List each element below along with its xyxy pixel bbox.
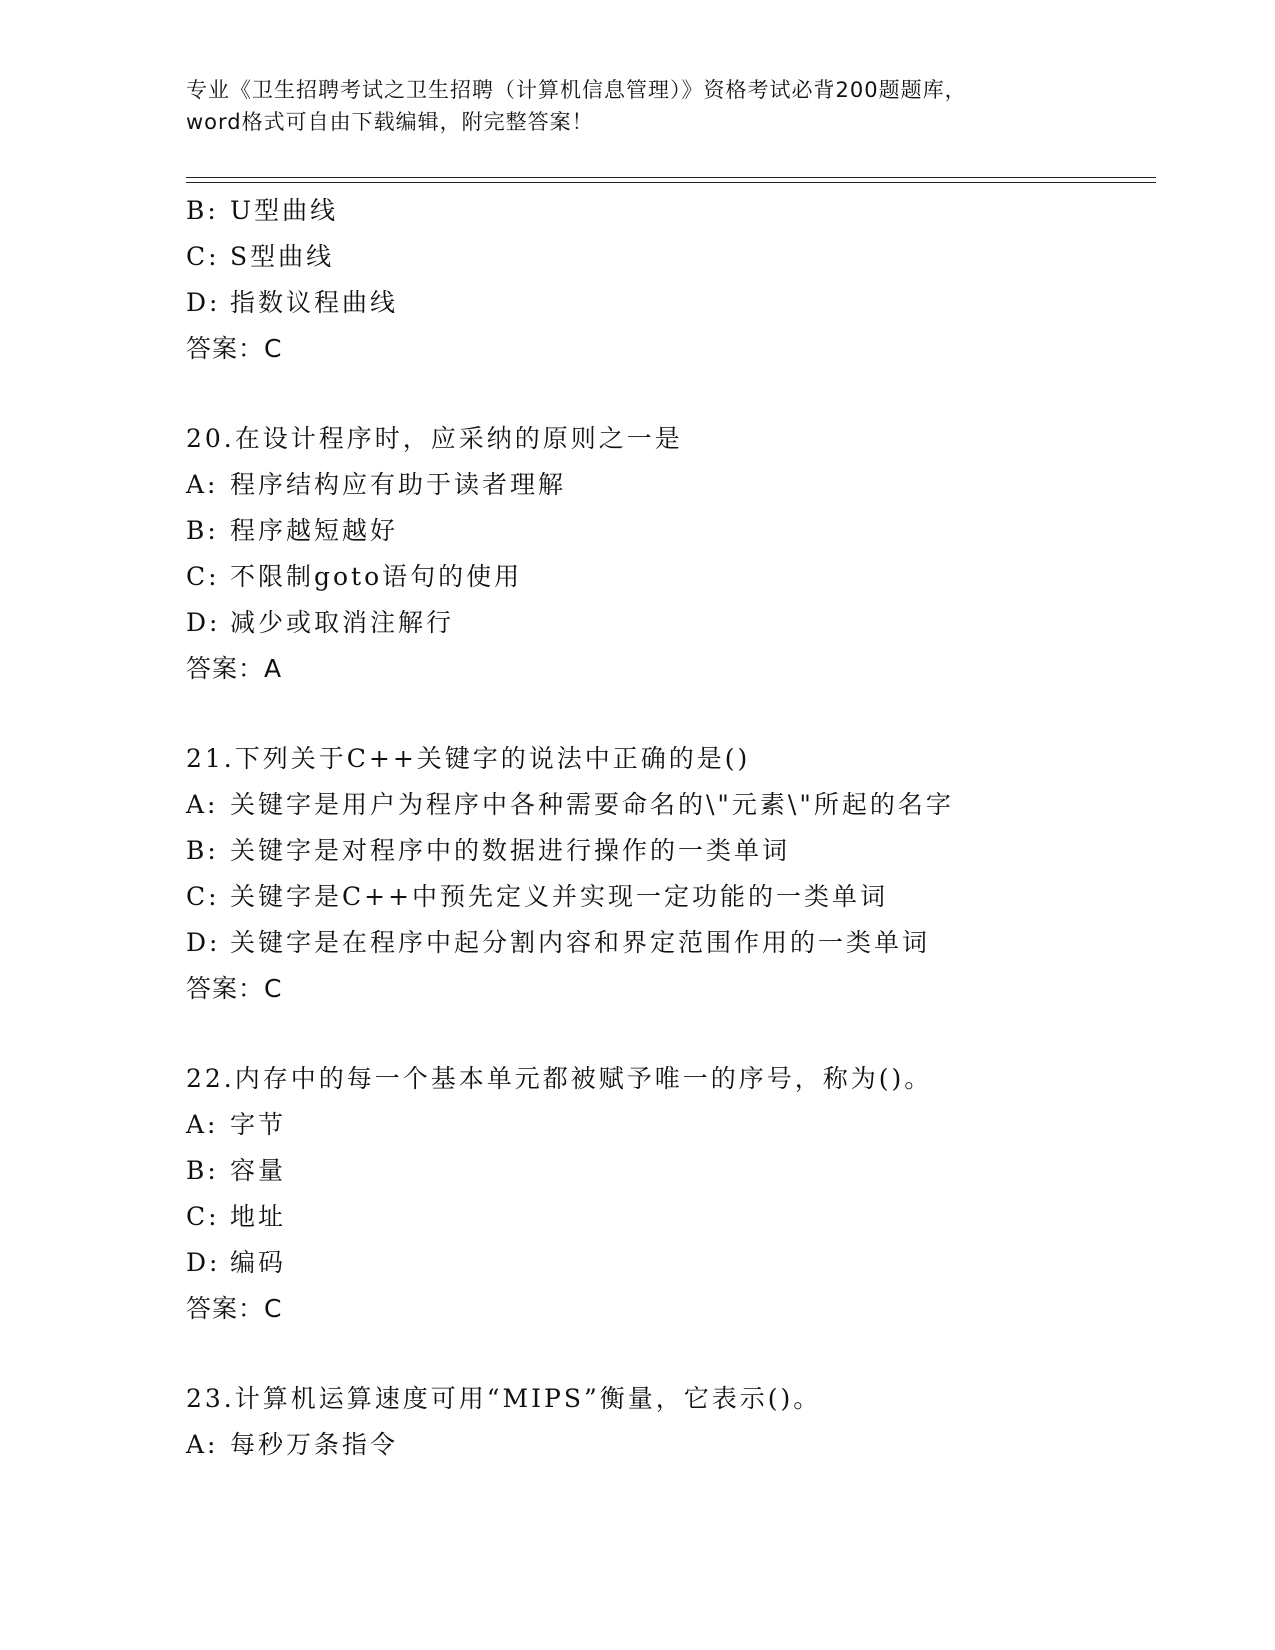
option-letter: C: [186, 882, 220, 911]
question-22 [186, 1056, 1166, 1332]
option-text: 每秒万条指令 [230, 1430, 399, 1459]
answer-line: 答案：C [186, 334, 283, 363]
question-21 [186, 736, 1166, 1012]
header-divider-bottom [186, 182, 1156, 183]
option-letter: B: [186, 196, 219, 225]
option-letter: D: [186, 288, 221, 317]
option-c [186, 874, 1166, 920]
option-text: 指数议程曲线 [230, 288, 399, 317]
option-b [186, 188, 1166, 234]
option-text: 减少或取消注解行 [230, 608, 455, 637]
question-stem: 23.计算机运算速度可用“MIPS”衡量，它表示()。 [186, 1384, 822, 1413]
option-text: 容量 [230, 1156, 287, 1185]
option-letter: B: [186, 836, 219, 865]
header-divider-top [186, 177, 1156, 178]
spacer [186, 1012, 1166, 1056]
option-text: 编码 [230, 1248, 287, 1277]
option-a [186, 462, 1166, 508]
header-line-1: 专业《卫生招聘考试之卫生招聘（计算机信息管理）》资格考试必背200题题库， [186, 78, 967, 102]
option-text: S型曲线 [230, 242, 335, 271]
option-a [186, 1102, 1166, 1148]
option-text: 关键字是C++中预先定义并实现一定功能的一类单词 [230, 882, 889, 911]
option-d [186, 600, 1166, 646]
spacer [186, 1332, 1166, 1376]
option-a [186, 782, 1166, 828]
answer-line: 答案：A [186, 654, 283, 683]
option-letter: B: [186, 1156, 219, 1185]
option-text: 字节 [230, 1110, 287, 1139]
option-d [186, 280, 1166, 326]
question-20 [186, 416, 1166, 692]
header-line-2: word格式可自由下载编辑，附完整答案！ [186, 110, 594, 134]
question-stem: 20.在设计程序时，应采纳的原则之一是 [186, 424, 683, 453]
option-c [186, 234, 1166, 280]
option-c [186, 1194, 1166, 1240]
option-letter: D: [186, 608, 221, 637]
question-fragment [186, 188, 1166, 372]
option-letter: C: [186, 1202, 220, 1231]
option-letter: D: [186, 1248, 221, 1277]
option-text: U型曲线 [230, 196, 339, 225]
spacer [186, 692, 1166, 736]
option-letter: D: [186, 928, 221, 957]
option-text: 关键字是对程序中的数据进行操作的一类单词 [230, 836, 791, 865]
option-b [186, 828, 1166, 874]
answer-line: 答案：C [186, 1294, 283, 1323]
option-letter: A: [186, 790, 219, 819]
option-a [186, 1422, 1166, 1468]
option-text: 不限制goto语句的使用 [230, 562, 523, 591]
question-stem: 22.内存中的每一个基本单元都被赋予唯一的序号，称为()。 [186, 1064, 933, 1093]
option-letter: A: [186, 1430, 219, 1459]
option-b [186, 1148, 1166, 1194]
option-c [186, 554, 1166, 600]
answer-line: 答案：C [186, 974, 283, 1003]
option-text: 关键字是用户为程序中各种需要命名的\"元素\"所起的名字 [230, 790, 954, 819]
spacer [186, 372, 1166, 416]
option-letter: B: [186, 516, 219, 545]
option-text: 程序越短越好 [230, 516, 399, 545]
question-list [186, 188, 1166, 1468]
document-header [186, 74, 1086, 138]
option-d [186, 920, 1166, 966]
option-letter: C: [186, 562, 220, 591]
question-stem: 21.下列关于C++关键字的说法中正确的是() [186, 744, 751, 773]
option-text: 程序结构应有助于读者理解 [230, 470, 567, 499]
option-b [186, 508, 1166, 554]
option-text: 地址 [230, 1202, 287, 1231]
option-text: 关键字是在程序中起分割内容和界定范围作用的一类单词 [230, 928, 931, 957]
option-d [186, 1240, 1166, 1286]
question-23 [186, 1376, 1166, 1468]
option-letter: A: [186, 1110, 219, 1139]
option-letter: A: [186, 470, 219, 499]
option-letter: C: [186, 242, 220, 271]
